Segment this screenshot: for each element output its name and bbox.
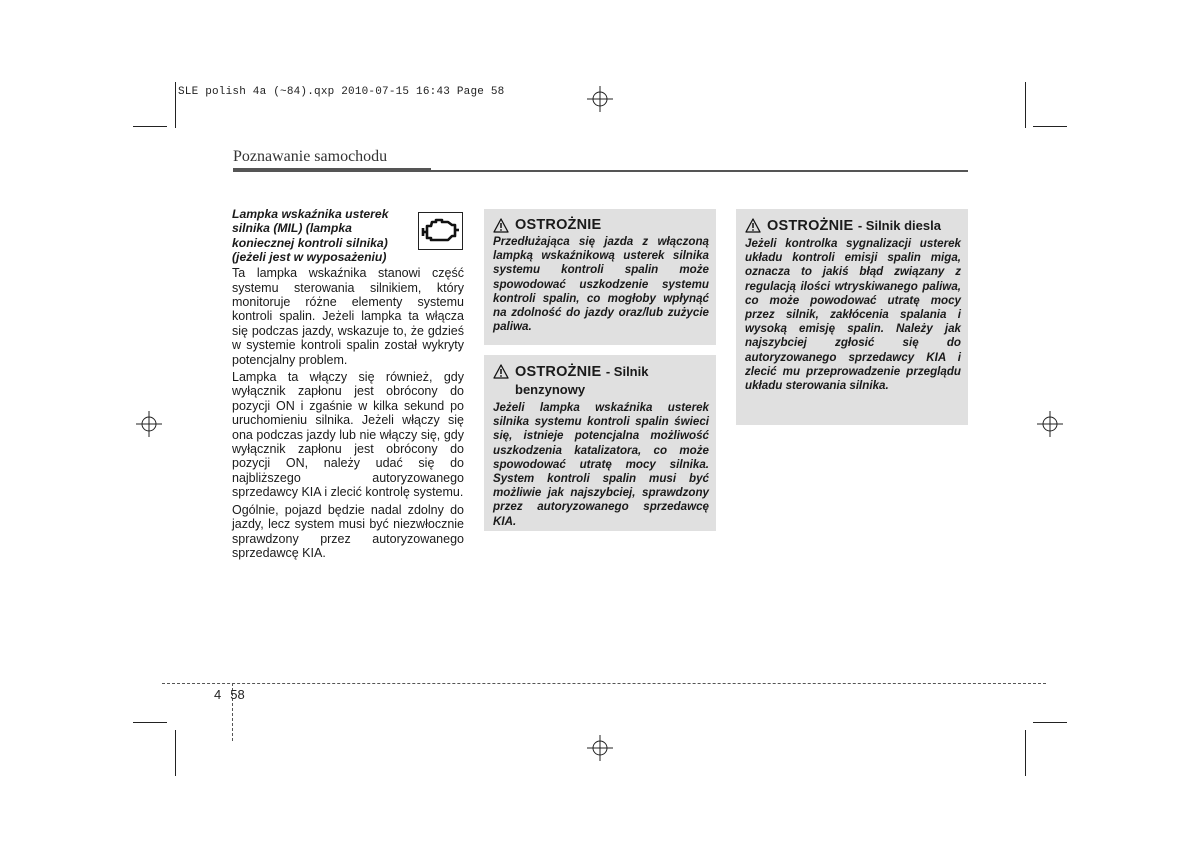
main-column: [232, 207, 464, 563]
caution-text: Jeżeli kontrolka sygnalizacji usterek układu kontroli emisji spalin miga, oznacza to jakiś błąd związany z regulacją ilości wtryskiwanego paliwa, co może powodować utratę mocy przez silnik, zakłócenia spalania i wysoką emisję spalin. Należy jak najszybciej zgłosić się do autoryzowanego sprzedawcy KIA i zlecić mu przeprowadzenie przeglądu układu sterowania silnika.: [745, 237, 961, 393]
caution-box: [484, 209, 716, 345]
page-number-value: 58: [230, 687, 245, 702]
crop-mark: [175, 82, 176, 128]
caution-text: Przedłużająca się jazda z włączoną lampką wskaźnikową usterek silnika systemu kontroli spalin może spowodować uszkodzenie systemu kontroli spalin, co mogłoby wpłynąć na zdolność do jazdy oraz/lub zużycie paliwa.: [493, 235, 709, 334]
registration-mark-icon: [1037, 411, 1063, 437]
body-paragraph: Lampka ta włączy się również, gdy wyłącznik zapłonu jest obrócony do pozycji ON i zgaśnie w kilka sekund po uruchomieniu silnika. Jeżeli włączy się ona podczas jazdy lub nie włączy się, gdy wyłącznik zapłonu jest obrócony do pozycji ON, należy udać się do najbliższego autoryzowanego sprzedawcy KIA i zlecić kontrolę systemu.: [232, 370, 464, 500]
caution-heading: [493, 363, 709, 399]
section-title: Lampka wskaźnika usterek silnika (MIL) (lampka koniecznej kontroli silnika) (jeżeli jest w wyposażeniu): [232, 207, 389, 264]
registration-mark-icon: [587, 86, 613, 112]
caution-subtitle: - Silnik benzynowy: [515, 364, 649, 397]
footer-rule: [162, 683, 1046, 684]
caution-subtitle: - Silnik diesla: [857, 218, 941, 233]
page-header-title: Poznawanie samochodu: [233, 148, 388, 165]
header-rule: [233, 168, 431, 172]
crop-mark: [1025, 82, 1026, 128]
caution-box: [736, 209, 968, 425]
crop-mark: [1033, 722, 1067, 723]
caution-text: Jeżeli lampka wskaźnika usterek silnika systemu kontroli spalin świeci się, istnieje potencjalna możliwość uszkodzenia katalizatora, co może spowodować utratę mocy silnika. System kontroli spalin musi być możliwie jak najszybciej, sprawdzony przez autoryzowanego sprzedawcę KIA.: [493, 401, 709, 528]
crop-mark: [133, 722, 167, 723]
registration-mark-icon: [587, 735, 613, 761]
chapter-number: 4: [214, 687, 222, 702]
caution-label: OSTROŻNIE: [515, 217, 602, 233]
caution-heading: [493, 217, 709, 233]
caution-box: [484, 355, 716, 531]
warning-triangle-icon: [745, 218, 761, 233]
warning-triangle-icon: [493, 364, 509, 379]
body-paragraph: Ta lampka wskaźnika stanowi część systemu sterowania silnikiem, który monitoruje różne elementy systemu kontroli spalin. Jeżeli lampka ta włącza się podczas jazdy, wskazuje to, że gdzieś w systemie kontroli spalin został wykryty potencjalny problem.: [232, 266, 464, 367]
caution-heading: [745, 217, 961, 235]
header-rule: [431, 170, 968, 172]
warning-triangle-icon: [493, 218, 509, 233]
page-number: [214, 687, 245, 702]
crop-mark: [1033, 126, 1067, 127]
crop-mark: [1025, 730, 1026, 776]
crop-mark: [175, 730, 176, 776]
caution-label: OSTROŻNIE: [515, 364, 602, 380]
check-engine-icon: [418, 212, 463, 250]
caution-label: OSTROŻNIE: [767, 218, 854, 234]
crop-mark: [133, 126, 167, 127]
body-paragraph: Ogólnie, pojazd będzie nadal zdolny do jazdy, lecz system musi być niezwłocznie sprawdzony przez autoryzowanego sprzedawcę KIA.: [232, 502, 464, 560]
print-slug: SLE polish 4a (~84).qxp 2010-07-15 16:43 Page 58: [178, 86, 505, 98]
registration-mark-icon: [136, 411, 162, 437]
